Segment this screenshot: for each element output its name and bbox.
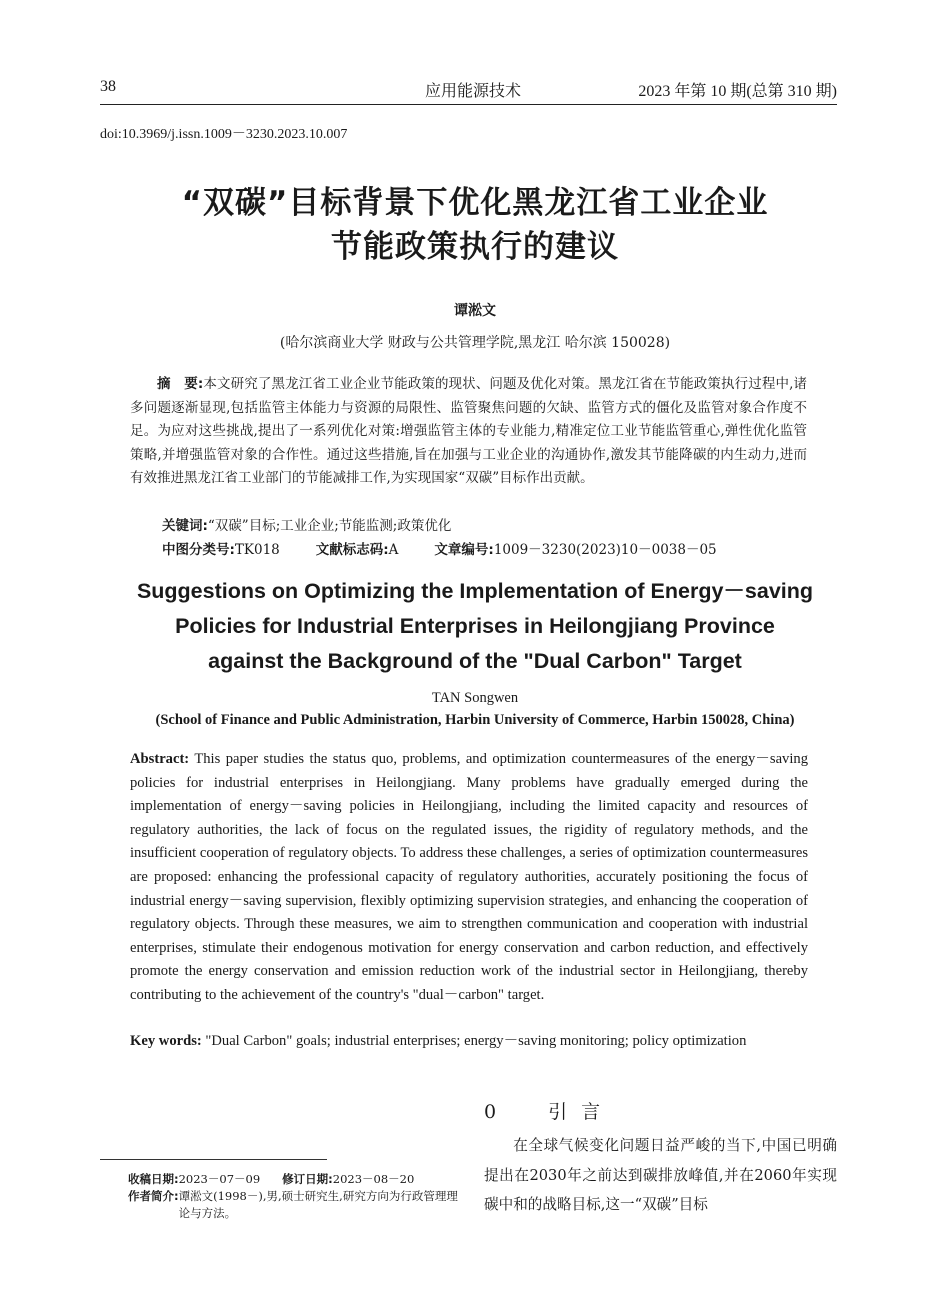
issue-info: 2023 年第 10 期(总第 310 期) [638, 83, 837, 100]
keywords-zh [162, 514, 451, 534]
keywords-zh-label: 关键词: [162, 518, 208, 534]
title-zh-line2: 节能政策执行的建议 [331, 229, 619, 265]
keywords-en-text: "Dual Carbon" goals; industrial enterprises; energy－saving monitoring; policy optimization [201, 1033, 747, 1049]
keywords-en [130, 1030, 808, 1054]
author-zh: 谭淞文 [454, 303, 496, 319]
abstract-zh-label: 摘 要: [157, 376, 204, 392]
doc-code-label: 文献标志码: [315, 542, 389, 558]
section-number: 0 [484, 1101, 511, 1123]
abstract-zh-text: 本文研究了黑龙江省工业企业节能政策的现状、问题及优化对策。黑龙江省在节能政策执行过程中,诸多问题逐渐显现,包括监管主体能力与资源的局限性、监管聚焦问题的欠缺、监管方式的僵化及监管对象合作度不足。为应对这些挑战,提出了一系列优化对策:增强监管主体的专业能力,精准定位工业节能监管重心,弹性优化监管策略,并增强监管对象的合作性。通过这些措施,旨在加强与工业企业的沟通协作,激发其节能降碳的内生动力,进而有效推进黑龙江省工业部门的节能减排工作,为实现国家“双碳”目标作出贡献。 [130, 376, 807, 487]
received-label: 收稿日期: [128, 1172, 179, 1186]
title-zh-line1: “双碳”目标背景下优化黑龙江省工业企业 [181, 185, 769, 221]
author-en: TAN Songwen [431, 690, 519, 706]
body-paragraph: 在全球气候变化问题日益严峻的当下,中国已明确提出在2030年之前达到碳排放峰值,并在2060年实现碳中和的战略目标,这一“双碳”目标 [484, 1137, 837, 1213]
abstract-zh [130, 373, 807, 491]
page-number: 38 [100, 78, 116, 95]
bio-text: 谭淞文(1998－),男,硕士研究生,研究方向为行政管理理论与方法。 [178, 1189, 458, 1220]
keywords-en-label: Key words: [130, 1033, 202, 1049]
header-rule [100, 104, 837, 105]
title-en-line3: against the Background of the "Dual Carbon" Target [208, 649, 742, 673]
revised-label: 修订日期: [282, 1172, 333, 1186]
doc-code-value: A [388, 542, 399, 558]
footnote-bio [128, 1188, 458, 1222]
section-heading [484, 1097, 614, 1124]
footnote-dates [128, 1171, 458, 1188]
title-en-line2: Policies for Industrial Enterprises in Heilongjiang Province [175, 614, 775, 638]
title-en [100, 574, 850, 679]
doi: doi:10.3969/j.issn.1009－3230.2023.10.007 [100, 127, 348, 142]
footnote-rule [100, 1159, 327, 1160]
article-number-label: 文章编号: [434, 542, 494, 558]
bio-label: 作者简介: [128, 1189, 179, 1203]
keywords-zh-text: “双碳”目标;工业企业;节能监测;政策优化 [207, 518, 452, 534]
article-number-value: 1009－3230(2023)10－0038－05 [493, 542, 717, 558]
affiliation-zh: (哈尔滨商业大学 财政与公共管理学院,黑龙江 哈尔滨 150028) [279, 335, 671, 351]
abstract-en [130, 748, 808, 1008]
section-title: 引言 [548, 1101, 615, 1123]
clc-value: TK018 [234, 542, 280, 558]
affiliation-en: (School of Finance and Public Administration, Harbin University of Commerce, Harbin 150028, China) [155, 712, 795, 728]
received-date: 2023－07－09 [178, 1172, 261, 1186]
journal-name: 应用能源技术 [425, 83, 522, 100]
abstract-en-label: Abstract: [130, 751, 190, 767]
title-en-line1: Suggestions on Optimizing the Implementation of Energy－saving [136, 579, 814, 603]
revised-date: 2023－08－20 [332, 1172, 415, 1186]
abstract-en-text: This paper studies the status quo, problems, and optimization countermeasures of the energy－saving policies for industrial enterprises in Heilongjiang. Many problems have gradually emerged during the implementation of energy－saving policies in Heilongjiang, including the limited capacity and resources of regulatory authorities, the lack of focus on the regulated issues, the rigidity of regulatory methods, and the insufficient cooperation of regulatory objects. To address these challenges, a series of optimization countermeasures are proposed: enhancing the professional capacity of regulatory authorities, accurately positioning the focus of industrial energy－saving supervision, flexibly optimizing supervision strategies, and enhancing the cooperation of regulatory objects. Through these measures, we aim to strengthen communication and cooperation with industrial enterprises, stimulate their endogenous motivation for energy conservation and carbon reduction, and effectively promote the energy conservation and emission reduction work of the industrial sector in Heilongjiang, thereby contributing to the achievement of the country's "dual－carbon" target. [130, 751, 808, 1003]
clc-label: 中图分类号: [162, 542, 235, 558]
classification-line [162, 538, 717, 558]
